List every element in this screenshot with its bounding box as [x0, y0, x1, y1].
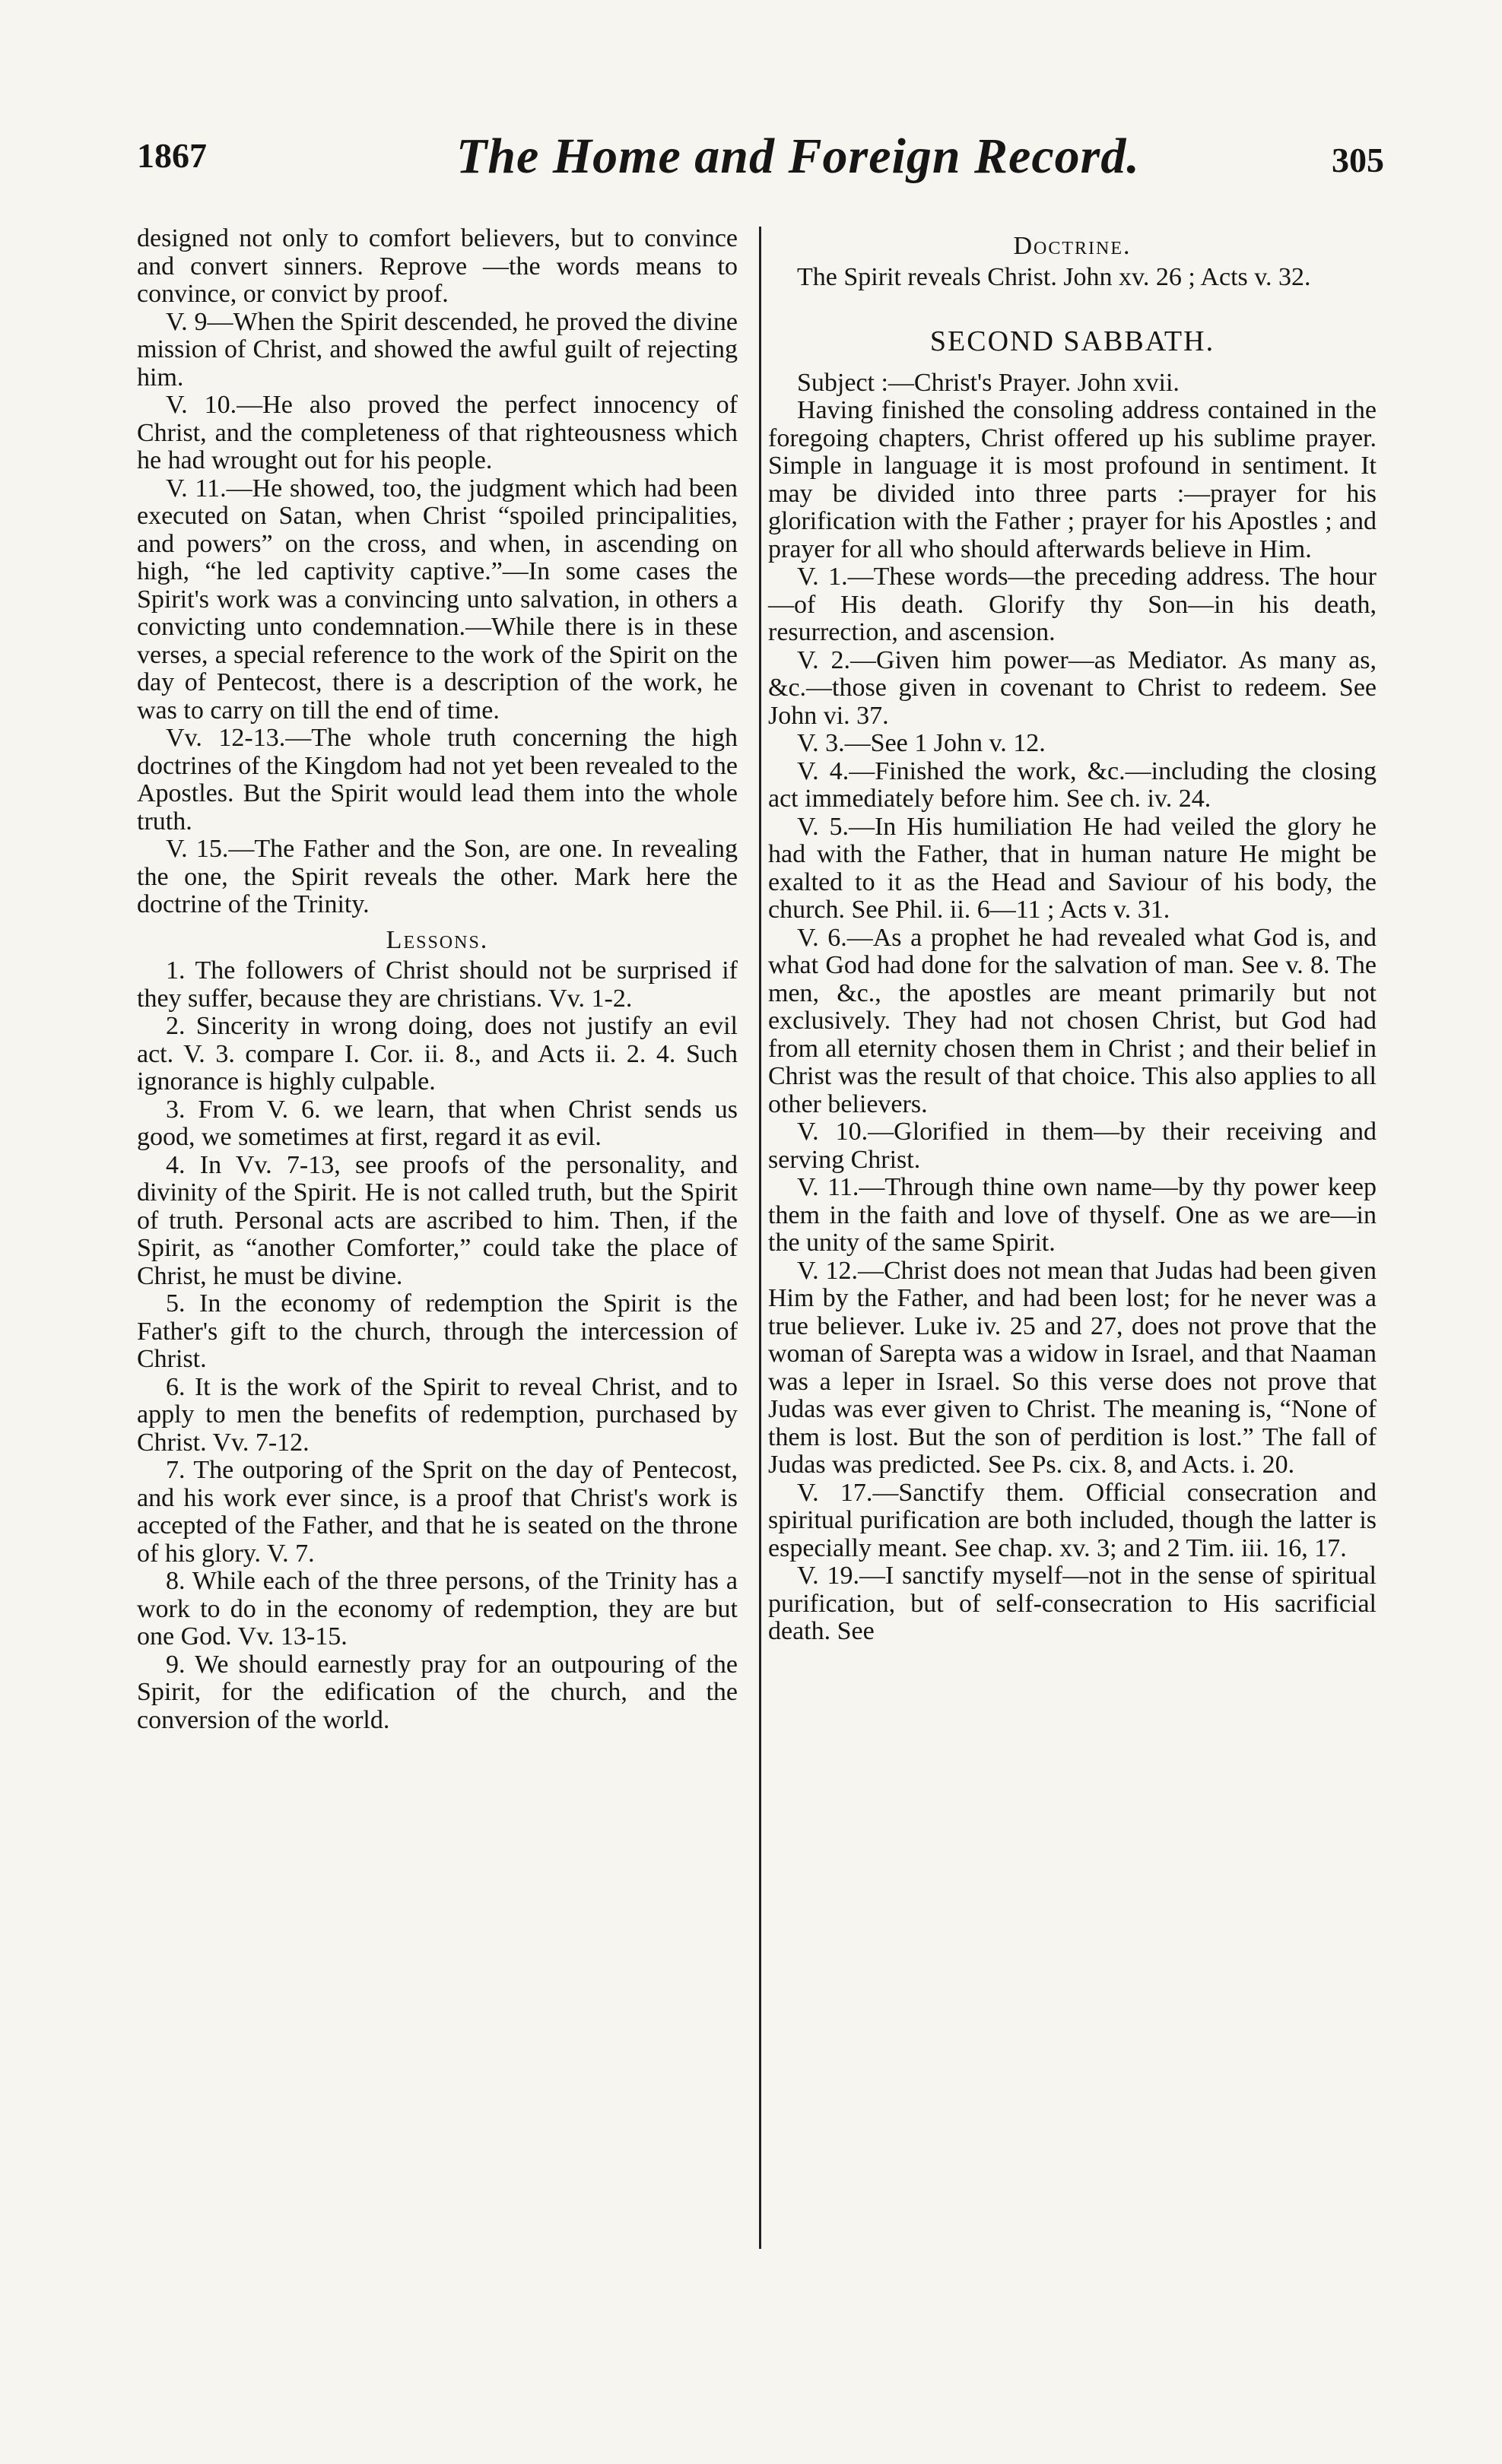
lesson-item: 2. Sincerity in wrong doing, does not justify an evil act. V. 3. compare I. Cor. ii. 8., and Acts ii. 2. 4. Such ignorance is highly culpable. — [137, 1012, 738, 1096]
paragraph: V. 6.—As a prophet he had revealed what God is, and what God had done for the salvation of man. See v. 8. The men, &c., the apostles are meant primarily but not exclusively. They had not chosen Christ, but God had from all eternity chosen them in Christ ; and their belief in Christ was the result of that choice. This also applies to all other believers. — [768, 923, 1377, 1118]
paragraph: Vv. 12-13.—The whole truth concerning the high doctrines of the Kingdom had not yet been revealed to the Apostles. But the Spirit would lead them into the whole truth. — [137, 724, 738, 836]
paragraph: V. 10.—He also proved the perfect innocency of Christ, and the completeness of that righteousness which he had wrought out for his people. — [137, 391, 738, 474]
lesson-item: 7. The outporing of the Sprit on the day of Pentecost, and his work ever since, is a proof that Christ's work is accepted of the Father, and that he is seated on the throne of his glory. V. 7. — [137, 1456, 738, 1568]
header-year: 1867 — [137, 136, 207, 175]
paragraph: V. 3.—See 1 John v. 12. — [797, 729, 1046, 757]
lesson-item: 1. The followers of Christ should not be surprised if they suffer, because they are christians. Vv. 1-2. — [137, 956, 738, 1013]
lesson-item: 8. While each of the three persons, of the Trinity has a work to do in the economy of redemption, they are but one God. Vv. 13-15. — [137, 1567, 738, 1651]
paragraph: designed not only to comfort believers, but to convince and convert sinners. Reprove —the words means to convince, or convict by proof. — [137, 224, 738, 308]
lesson-item: 5. In the economy of redemption the Spirit is the Father's gift to the church, through the intercession of Christ. — [137, 1289, 738, 1373]
journal-title: The Home and Foreign Record. — [456, 128, 1140, 184]
doctrine-text: The Spirit reveals Christ. John xv. 26 ; Acts v. 32. — [797, 262, 1311, 291]
paragraph: Having finished the consoling address contained in the foregoing chapters, Christ offered up his sublime prayer. Simple in language it is most profound in sentiment. It may be divided into three parts :—prayer for his glorification with the Father ; prayer for his Apostles ; and prayer for all who should afterwards believe in Him. — [768, 396, 1377, 563]
paragraph: V. 15.—The Father and the Son, are one. In revealing the one, the Spirit reveals the other. Mark here the doctrine of the Trinity. — [137, 835, 738, 918]
running-header — [137, 128, 1384, 211]
paragraph: V. 9—When the Spirit descended, he proved the divine mission of Christ, and showed the awful guilt of rejecting him. — [137, 307, 738, 392]
lesson-item: 9. We should earnestly pray for an outpouring of the Spirit, for the edification of the church, and the conversion of the world. — [137, 1650, 738, 1734]
lesson-item: 3. From V. 6. we learn, that when Christ sends us good, we sometimes at first, regard it as evil. — [137, 1095, 738, 1151]
page-number: 305 — [1332, 141, 1384, 179]
paragraph: V. 11.—He showed, too, the judgment which had been executed on Satan, when Christ “spoiled principalities, and powers” on the cross, and when, in ascending on high, “he led captivity captive.”—In some cases the Spirit's work was a convincing unto salvation, in others a convicting unto condemnation.—While there is in these verses, a special reference to the work of the Spirit on the day of Pentecost, there is a description of the work, he was to carry on till the end of time. — [137, 474, 738, 725]
left-column — [137, 225, 738, 1734]
paragraph: V. 17.—Sanctify them. Official consecration and spiritual purification are both included, though the latter is especially meant. See chap. xv. 3; and 2 Tim. iii. 16, 17. — [768, 1478, 1377, 1562]
doctrine-heading: Doctrine. — [1013, 232, 1132, 260]
paragraph: V. 19.—I sanctify myself—not in the sense of spiritual purification, but of self-consecration to His sacrificial death. See — [768, 1562, 1377, 1645]
paragraph: V. 2.—Given him power—as Mediator. As many as, &c.—those given in covenant to Christ to redeem. See John vi. 37. — [768, 645, 1377, 730]
lesson-item: 4. In Vv. 7-13, see proofs of the personality, and divinity of the Spirit. He is not called truth, but the Spirit of truth. Personal acts are ascribed to him. Then, if the Spirit, as “another Comforter,” could take the place of Christ, he must be divine. — [137, 1150, 738, 1290]
paragraph: V. 12.—Christ does not mean that Judas had been given Him by the Father, and had been lost; for he never was a true believer. Luke iv. 25 and 27, does not prove that the woman of Sarepta was a widow in Israel, and that Naaman was a leper in Israel. So this verse does not prove that Judas was ever given to Christ. The meaning is, “None of them is lost. But the son of perdition is lost.” The fall of Judas was predicted. See Ps. cix. 8, and Acts. i. 20. — [768, 1256, 1377, 1479]
paragraph: V. 10.—Glorified in them—by their receiving and serving Christ. — [768, 1118, 1377, 1174]
column-divider — [759, 227, 761, 2249]
paragraph: V. 4.—Finished the work, &c.—including the closing act immediately before him. See ch. iv. 24. — [768, 756, 1377, 813]
lesson-item: 6. It is the work of the Spirit to reveal Christ, and to apply to men the benefits of redemption, purchased by Christ. Vv. 7-12. — [137, 1372, 738, 1457]
paragraph: V. 11.—Through thine own name—by thy power keep them in the faith and love of thyself. One as we are—in the unity of the same Spirit. — [768, 1173, 1377, 1257]
subject-line: Subject :—Christ's Prayer. John xvii. — [797, 368, 1180, 397]
right-column — [768, 225, 1377, 1646]
lessons-heading: Lessons. — [386, 925, 489, 954]
paragraph: V. 5.—In His humiliation He had veiled the glory he had with the Father, that in human nature He might be exalted to it as the Head and Saviour of his body, the church. See Phil. ii. 6—11 ; Acts v. 31. — [768, 812, 1377, 924]
paragraph: V. 1.—These words—the preceding address. The hour—of His death. Glorify thy Son—in his death, resurrection, and ascension. — [768, 563, 1377, 646]
section-heading: SECOND SABBATH. — [929, 325, 1215, 357]
